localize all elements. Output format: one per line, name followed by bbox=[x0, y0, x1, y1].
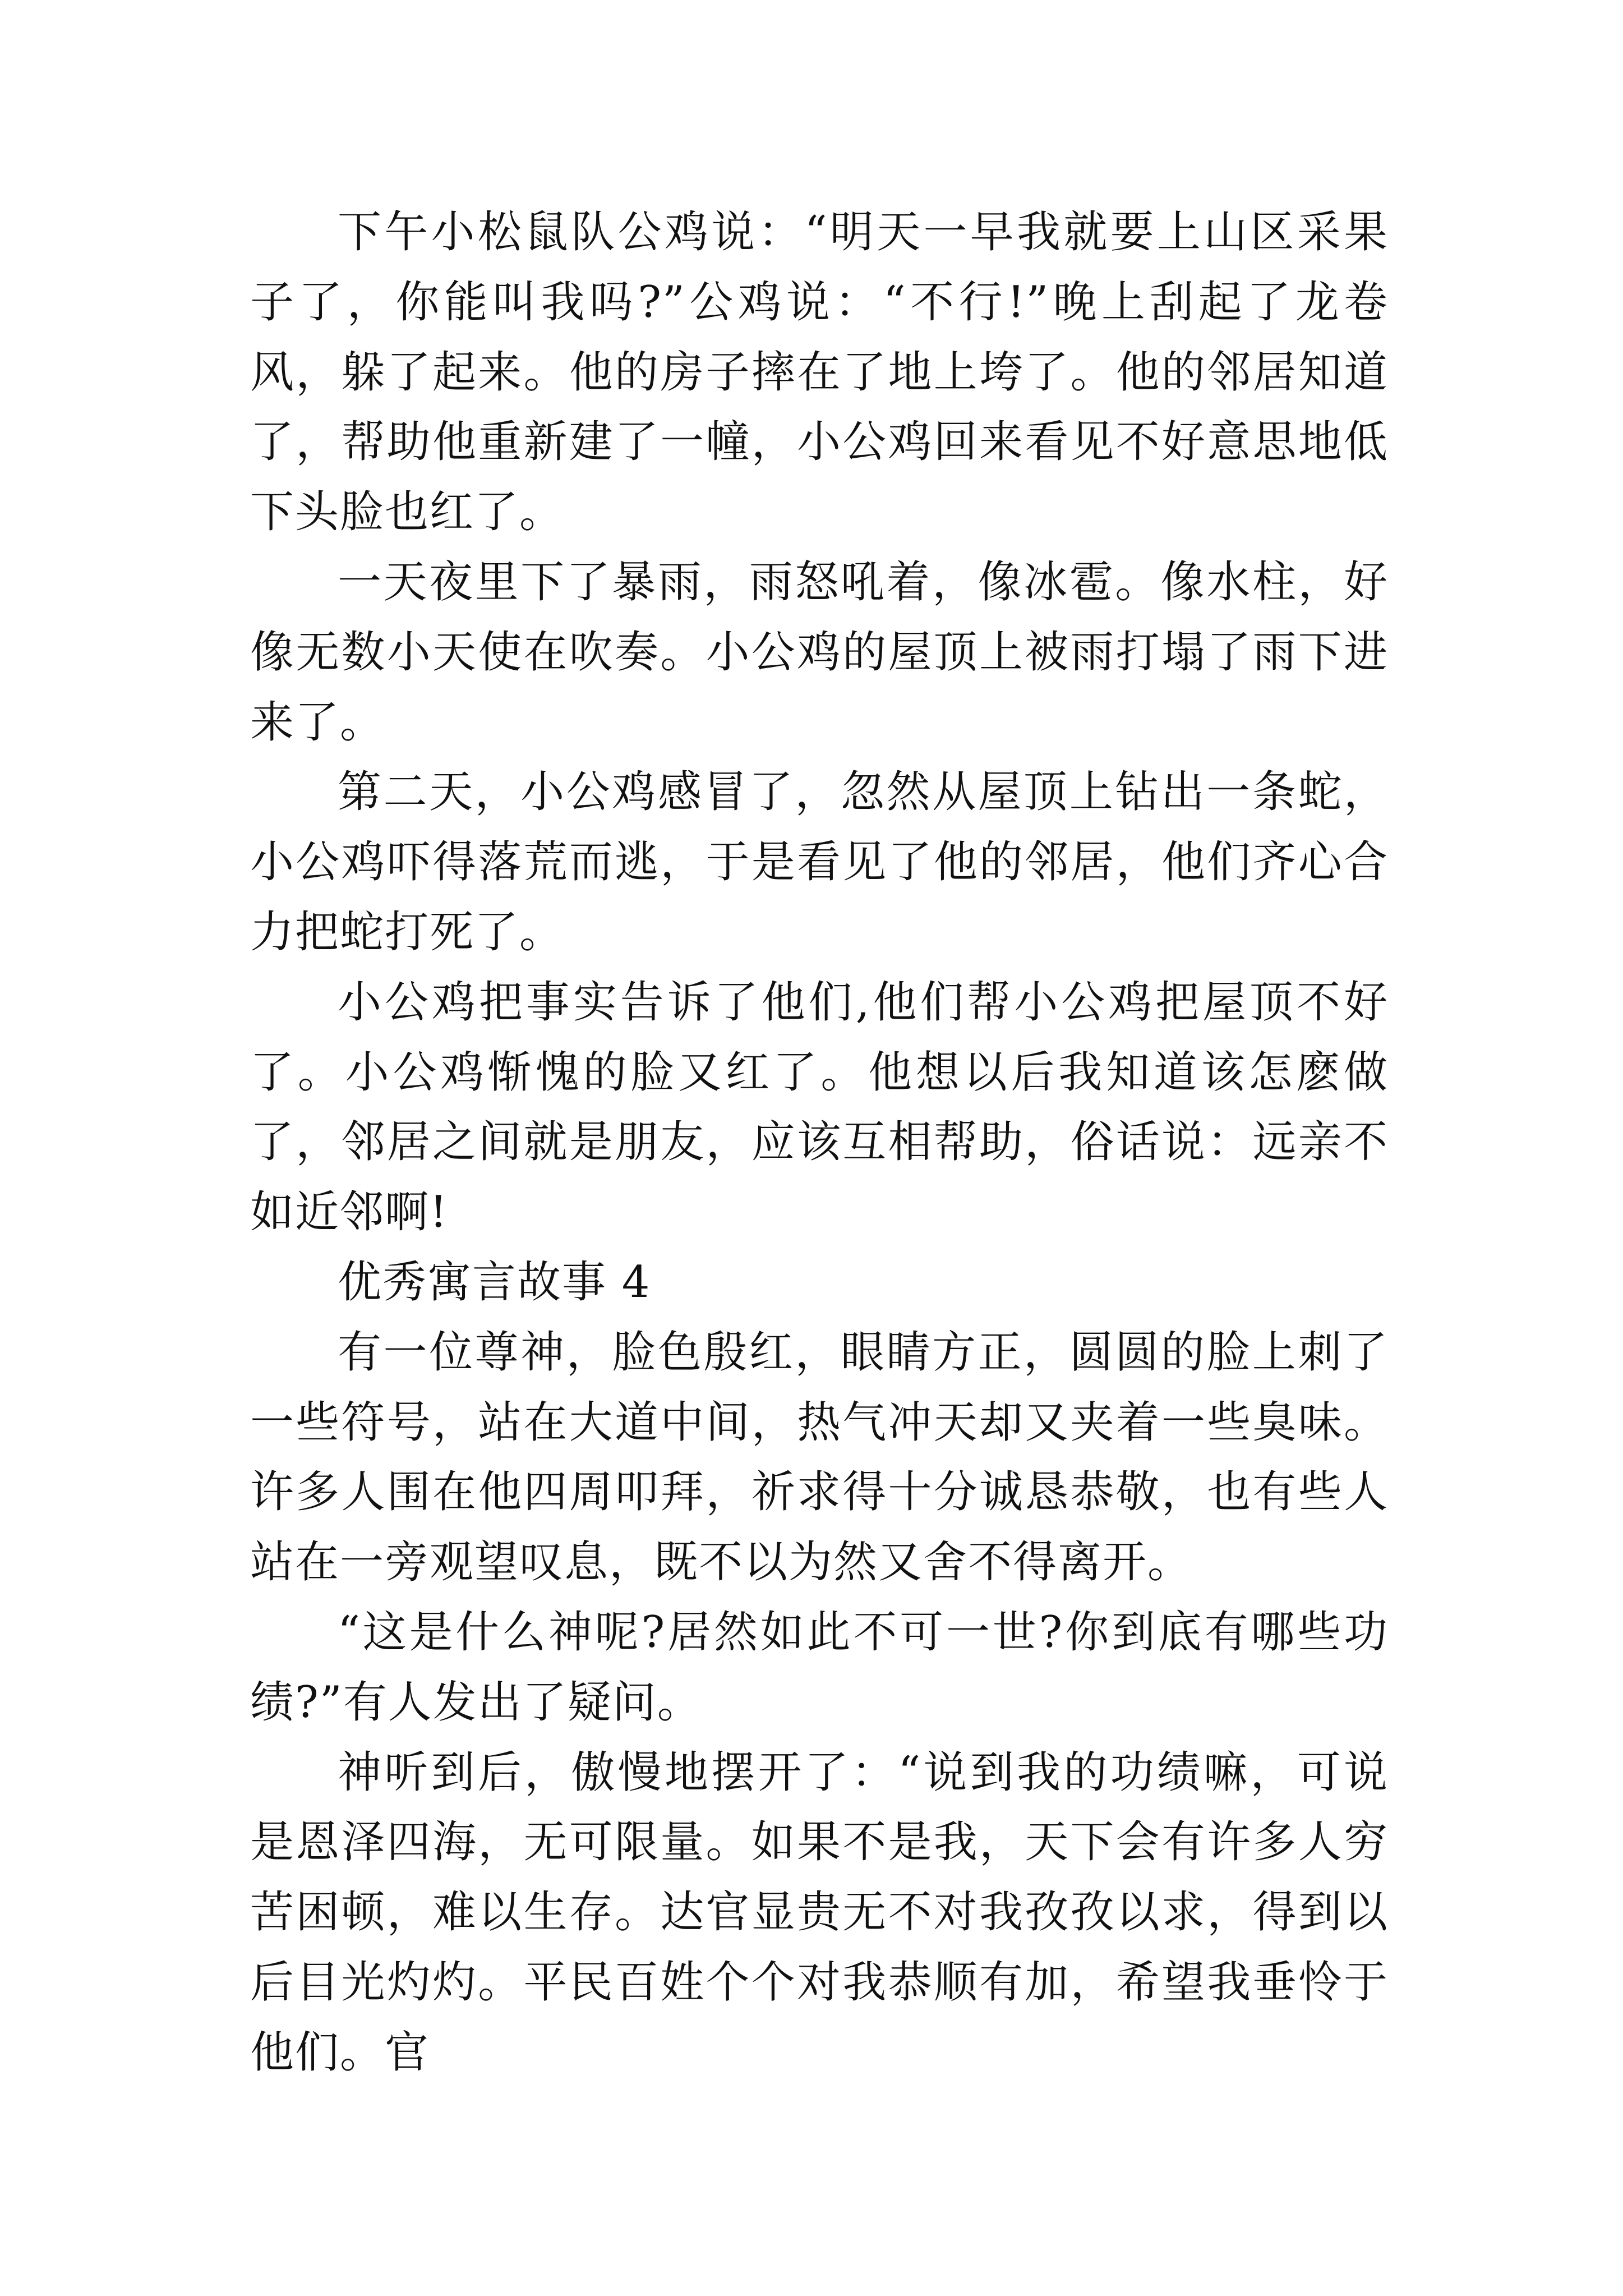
paragraph: 有一位尊神，脸色殷红，眼睛方正，圆圆的脸上刺了一些符号，站在大道中间，热气冲天却又夹着一些臭味。许多人围在他四周叩拜，祈求得十分诚恳恭敬，也有些人站在一旁观望叹息，既不以为然又舍不得离开。 bbox=[250, 1327, 1389, 1588]
paragraph: 下午小松鼠队公鸡说：“明天一早我就要上山区采果子了，你能叫我吗?”公鸡说：“不行!”晚上刮起了龙卷风，躲了起来。他的房子摔在了地上垮了。他的邻居知道了，帮助他重新建了一幢，小公鸡回来看见不好意思地低下头脸也红了。 bbox=[250, 207, 1389, 538]
document-body bbox=[250, 197, 1389, 2088]
paragraph: “这是什么神呢?居然如此不可一世?你到底有哪些功绩?”有人发出了疑问。 bbox=[250, 1607, 1389, 1728]
paragraph: 小公鸡把事实告诉了他们,他们帮小公鸡把屋顶不好了。小公鸡惭愧的脸又红了。他想以后我知道该怎麽做了，邻居之间就是朋友，应该互相帮助，俗话说：远亲不如近邻啊! bbox=[250, 977, 1389, 1238]
paragraph: 一天夜里下了暴雨，雨怒吼着，像冰雹。像水柱，好像无数小天使在吹奏。小公鸡的屋顶上被雨打塌了雨下进来了。 bbox=[250, 556, 1389, 748]
paragraph: 第二天，小公鸡感冒了，忽然从屋顶上钻出一条蛇，小公鸡吓得落荒而逃，于是看见了他的邻居，他们齐心合力把蛇打死了。 bbox=[250, 767, 1389, 958]
paragraph: 神听到后，傲慢地摆开了：“说到我的功绩嘛，可说是恩泽四海，无可限量。如果不是我，天下会有许多人穷苦困顿，难以生存。达官显贵无不对我孜孜以求，得到以后目光灼灼。平民百姓个个对我恭顺有加，希望我垂怜于他们。官 bbox=[250, 1747, 1389, 2078]
section-heading: 优秀寓言故事 4 bbox=[338, 1257, 651, 1308]
